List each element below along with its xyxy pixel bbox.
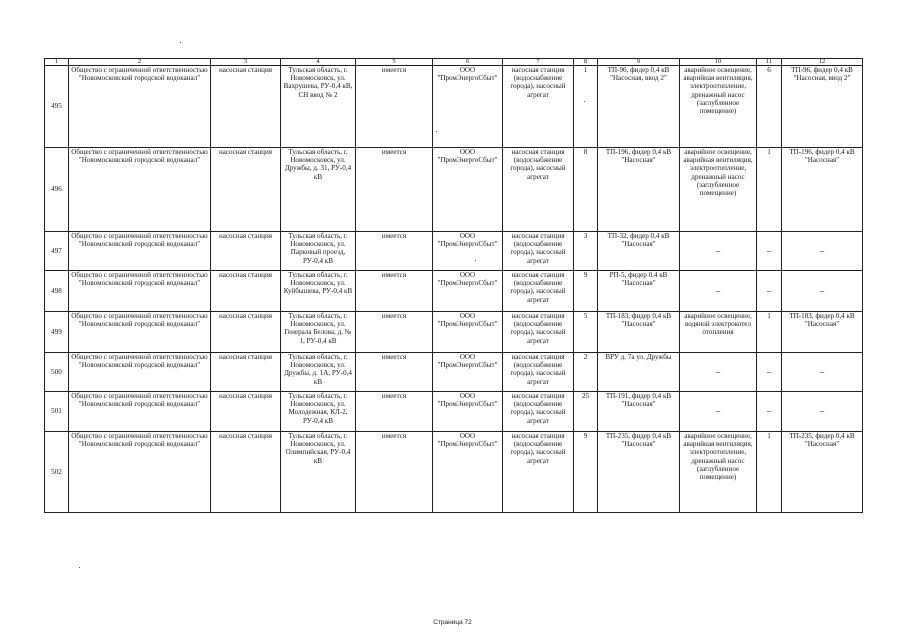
row-number: 495 xyxy=(45,66,69,148)
object-address: Тульская область, г. Новомосковск, ул. Вахрушева, РУ-0,4 кВ, СН ввод № 2 xyxy=(281,66,356,148)
power-feeder: ВРУ д. 7а ул. Дружбы xyxy=(598,353,680,392)
energy-supplier: ООО "ПромЭнергоСбыт" xyxy=(433,66,503,148)
unit-count: 25 xyxy=(574,392,598,432)
organization-name: Общество с ограниченной ответственностью "Новомосковский городской водоканал" xyxy=(69,271,211,312)
column-number: 12 xyxy=(782,59,863,66)
object-type: насосная станция xyxy=(211,148,281,232)
column-number: 4 xyxy=(281,59,356,66)
auxiliary-equipment: аварийное освещение, аварийная вентиляция, электроотопление, дренажный насос (заглубленное помещение) xyxy=(680,66,757,148)
organization-name: Общество с ограниченной ответственностью "Новомосковский городской водоканал" xyxy=(69,66,211,148)
table-row xyxy=(45,353,863,392)
backup-count: 1 xyxy=(757,432,782,513)
auxiliary-equipment: – xyxy=(680,392,757,432)
energy-supplier: ООО "ПромЭнергоСбыт" xyxy=(433,312,503,353)
power-feeder: РП-5, фидер 0,4 кВ "Насосная" xyxy=(598,271,680,312)
energy-supplier: ООО "ПромЭнергоСбыт" xyxy=(433,392,503,432)
backup-feeder: – xyxy=(782,392,863,432)
availability: имеется xyxy=(356,66,433,148)
availability: имеется xyxy=(356,312,433,353)
power-feeder: ТП-183, фидер 0,4 кВ "Насосная" xyxy=(598,312,680,353)
auxiliary-equipment: – xyxy=(680,271,757,312)
object-type: насосная станция xyxy=(211,353,281,392)
page-number: Страница 72 xyxy=(433,619,472,626)
object-purpose: насосная станция (водоснабжение города), насосный агрегат xyxy=(503,66,574,148)
column-number: 6 xyxy=(433,59,503,66)
object-purpose: насосная станция (водоснабжение города), насосный агрегат xyxy=(503,271,574,312)
unit-count: 8 xyxy=(574,148,598,232)
object-address: Тульская область, г. Новомосковск, ул. Молодежная, КЛ-2, РУ-0,4 кВ xyxy=(281,392,356,432)
table-row xyxy=(45,148,863,232)
object-type: насосная станция xyxy=(211,232,281,271)
auxiliary-equipment: – xyxy=(680,353,757,392)
column-number: 1 xyxy=(45,59,69,66)
unit-count: 1 xyxy=(574,66,598,148)
backup-count: – xyxy=(757,353,782,392)
backup-count: – xyxy=(757,271,782,312)
auxiliary-equipment: аварийное освещение, аварийная вентиляция, электроотопление, дренажный насос (заглубленное помещение) xyxy=(680,432,757,513)
backup-feeder: ТП-183, фидер 0,4 кВ "Насосная" xyxy=(782,312,863,353)
backup-count: 1 xyxy=(757,148,782,232)
backup-count: 6 xyxy=(757,66,782,148)
organization-name: Общество с ограниченной ответственностью "Новомосковский городской водоканал" xyxy=(69,232,211,271)
energy-supplier: ООО "ПромЭнергоСбыт" xyxy=(433,148,503,232)
unit-count: 5 xyxy=(574,312,598,353)
object-type: насосная станция xyxy=(211,312,281,353)
power-feeder: ТП-32, фидер 0,4 кВ "Насосная" xyxy=(598,232,680,271)
energy-supplier: ООО "ПромЭнергоСбыт" xyxy=(433,353,503,392)
object-purpose: насосная станция (водоснабжение города), насосный агрегат xyxy=(503,232,574,271)
scan-speck xyxy=(79,567,80,568)
auxiliary-equipment: – xyxy=(680,232,757,271)
table-row xyxy=(45,432,863,513)
object-address: Тульская область, г. Новомосковск, ул. Дружбы, д. 1А, РУ-0,4 кВ xyxy=(281,353,356,392)
row-number: 496 xyxy=(45,148,69,232)
object-type: насосная станция xyxy=(211,432,281,513)
table-row xyxy=(45,271,863,312)
column-number: 2 xyxy=(69,59,211,66)
object-address: Тульская область, г. Новомосковск, ул. Куйбышева, РУ-0,4 кВ xyxy=(281,271,356,312)
unit-count: 9 xyxy=(574,432,598,513)
table-row xyxy=(45,312,863,353)
availability: имеется xyxy=(356,232,433,271)
object-address: Тульская область, г. Новомосковск, ул. Парковый проезд, РУ-0,4 кВ xyxy=(281,232,356,271)
power-feeder: ТП-191, фидер 0,4 кВ "Насосная" xyxy=(598,392,680,432)
unit-count: 2 xyxy=(574,353,598,392)
backup-feeder: – xyxy=(782,232,863,271)
object-purpose: насосная станция (водоснабжение города), насосный агрегат xyxy=(503,353,574,392)
availability: имеется xyxy=(356,148,433,232)
availability: имеется xyxy=(356,271,433,312)
backup-feeder: ТП-96, фидер 0,4 кВ "Насосная, ввод 2" xyxy=(782,66,863,148)
energy-supplier: ООО "ПромЭнергоСбыт" xyxy=(433,432,503,513)
object-purpose: насосная станция (водоснабжение города), насосный агрегат xyxy=(503,148,574,232)
object-purpose: насосная станция (водоснабжение города), насосный агрегат xyxy=(503,432,574,513)
column-number: 5 xyxy=(356,59,433,66)
energy-supplier: ООО "ПромЭнергоСбыт" xyxy=(433,232,503,271)
row-number: 498 xyxy=(45,271,69,312)
object-address: Тульская область, г. Новомосковск, ул. Олимпийская, РУ-0,4 кВ xyxy=(281,432,356,513)
power-feeder: ТП-235, фидер 0,4 кВ "Насосная" xyxy=(598,432,680,513)
object-purpose: насосная станция (водоснабжение города), насосный агрегат xyxy=(503,312,574,353)
backup-count: – xyxy=(757,232,782,271)
data-table xyxy=(44,58,863,513)
row-number: 501 xyxy=(45,392,69,432)
column-number-row xyxy=(45,59,863,66)
scan-speck xyxy=(180,42,181,43)
organization-name: Общество с ограниченной ответственностью "Новомосковский городской водоканал" xyxy=(69,312,211,353)
backup-count: – xyxy=(757,392,782,432)
organization-name: Общество с ограниченной ответственностью "Новомосковский городской водоканал" xyxy=(69,432,211,513)
row-number: 500 xyxy=(45,353,69,392)
power-feeder: ТП-96, фидер 0,4 кВ "Насосная, ввод 2" xyxy=(598,66,680,148)
energy-supplier: ООО "ПромЭнергоСбыт" xyxy=(433,271,503,312)
object-address: Тульская область, г. Новомосковск, ул. Дружбы, д. 31, РУ-0,4 кВ xyxy=(281,148,356,232)
organization-name: Общество с ограниченной ответственностью "Новомосковский городской водоканал" xyxy=(69,353,211,392)
object-type: насосная станция xyxy=(211,392,281,432)
scan-speck xyxy=(436,131,437,132)
availability: имеется xyxy=(356,353,433,392)
row-number: 499 xyxy=(45,312,69,353)
organization-name: Общество с ограниченной ответственностью "Новомосковский городской водоканал" xyxy=(69,148,211,232)
object-type: насосная станция xyxy=(211,66,281,148)
column-number: 11 xyxy=(757,59,782,66)
availability: имеется xyxy=(356,432,433,513)
column-number: 3 xyxy=(211,59,281,66)
backup-feeder: ТП-196, фидер 0,4 кВ "Насосная" xyxy=(782,148,863,232)
backup-feeder: – xyxy=(782,271,863,312)
table-row xyxy=(45,232,863,271)
table-body xyxy=(45,59,863,513)
column-number: 10 xyxy=(680,59,757,66)
auxiliary-equipment: аварийное освещение, водяной электрокотел отопления xyxy=(680,312,757,353)
object-purpose: насосная станция (водоснабжение города), насосный агрегат xyxy=(503,392,574,432)
row-number: 497 xyxy=(45,232,69,271)
column-number: 9 xyxy=(598,59,680,66)
scan-speck xyxy=(584,101,585,102)
column-number: 7 xyxy=(503,59,574,66)
auxiliary-equipment: аварийное освещение, аварийная вентиляция, электроотопление, дренажный насос (заглубленное помещение) xyxy=(680,148,757,232)
object-type: насосная станция xyxy=(211,271,281,312)
row-number: 502 xyxy=(45,432,69,513)
table-row xyxy=(45,392,863,432)
scan-speck xyxy=(475,260,476,261)
backup-count: 1 xyxy=(757,312,782,353)
column-number: 8 xyxy=(574,59,598,66)
availability: имеется xyxy=(356,392,433,432)
power-feeder: ТП-196, фидер 0,4 кВ "Насосная" xyxy=(598,148,680,232)
object-address: Тульская область, г. Новомосковск, ул. Генерала Белова, д. № 1, РУ-0,4 кВ xyxy=(281,312,356,353)
organization-name: Общество с ограниченной ответственностью "Новомосковский городской водоканал" xyxy=(69,392,211,432)
unit-count: 3 xyxy=(574,232,598,271)
backup-feeder: – xyxy=(782,353,863,392)
unit-count: 9 xyxy=(574,271,598,312)
backup-feeder: ТП-235, фидер 0,4 кВ "Насосная" xyxy=(782,432,863,513)
table-row xyxy=(45,66,863,148)
